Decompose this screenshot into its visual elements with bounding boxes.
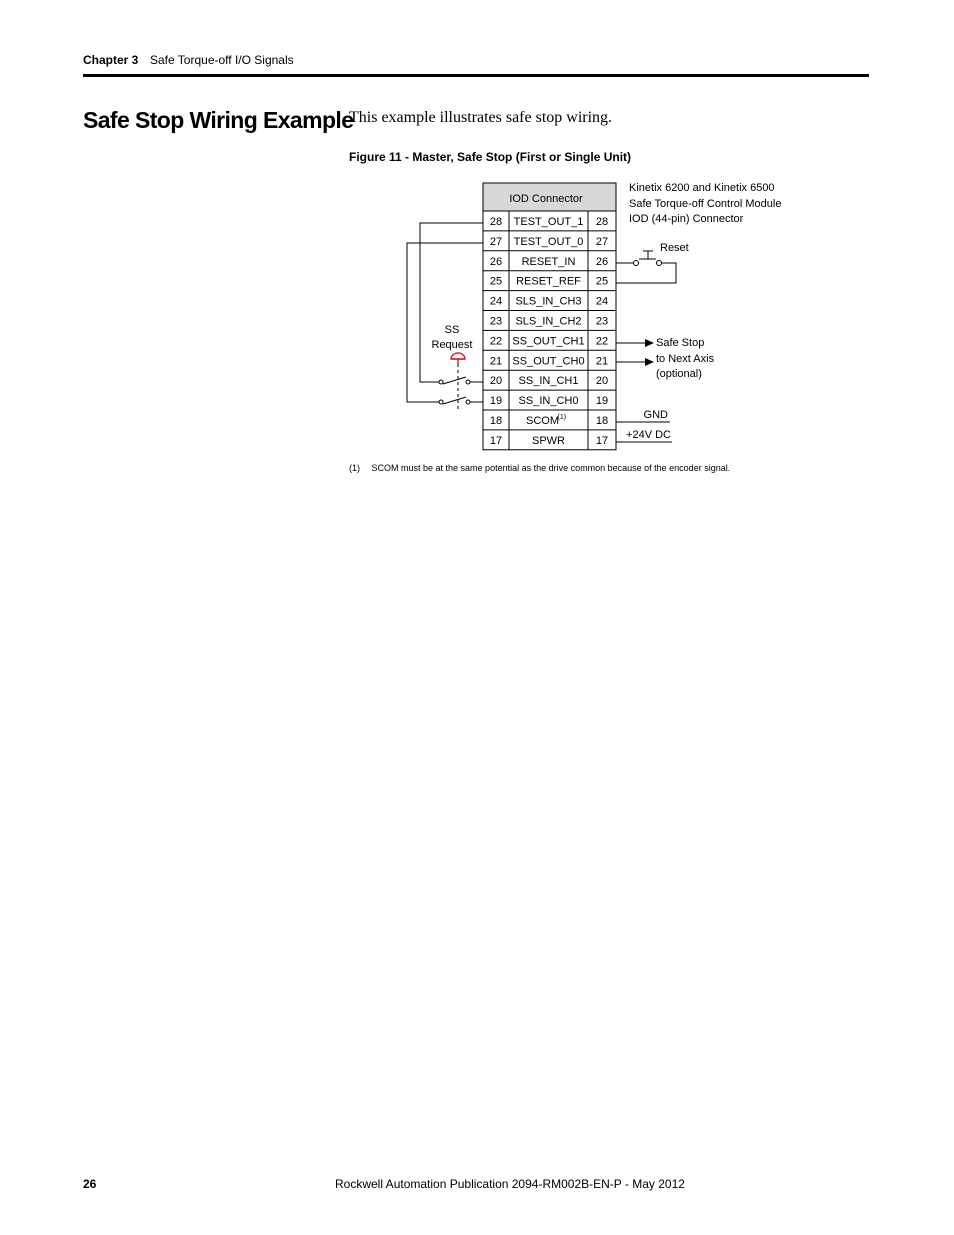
pin-number-right: 24 <box>595 295 609 308</box>
pin-number-right: 20 <box>595 375 609 388</box>
pin-number-right: 21 <box>595 355 609 368</box>
intro-paragraph: This example illustrates safe stop wiring. <box>349 109 613 126</box>
pin-signal-name: RESET_IN <box>521 255 576 268</box>
pin-number-right: 22 <box>595 335 609 348</box>
section-title: Safe Stop Wiring Example <box>83 107 354 133</box>
reset-label: Reset <box>660 242 689 254</box>
pin-signal-name: SLS_IN_CH3 <box>515 295 582 308</box>
footnote-marker: (1) <box>349 463 360 473</box>
ss-request-label-2: Request <box>431 339 473 351</box>
safe-stop-label-1: Safe Stop <box>656 337 705 349</box>
pin-number-right: 23 <box>595 315 609 328</box>
pin-number-left: 27 <box>489 235 503 248</box>
pin-number-left: 19 <box>489 395 503 408</box>
ss-request-label-1: SS <box>444 324 460 336</box>
chapter-section-title: Safe Torque-off I/O Signals <box>150 53 294 67</box>
pin-number-left: 20 <box>489 375 503 388</box>
page-number: 26 <box>83 1177 97 1191</box>
pin-number-right: 19 <box>595 395 609 408</box>
pin-number-right: 17 <box>595 434 609 447</box>
module-label-line-2: Safe Torque-off Control Module <box>629 198 782 210</box>
pin-signal-name: SPWR <box>532 434 565 447</box>
pin-number-left: 25 <box>489 275 503 288</box>
scom-footnote-ref: (1) <box>557 413 567 421</box>
module-label-line-1: Kinetix 6200 and Kinetix 6500 <box>629 182 775 194</box>
ss-request-switch <box>439 364 470 410</box>
pin-number-left: 24 <box>489 295 503 308</box>
gnd-label: GND <box>643 409 668 421</box>
pin-signal-name: SCOM <box>526 414 559 427</box>
pin-signal-name: SS_OUT_CH1 <box>512 335 585 348</box>
pin-number-left: 28 <box>489 215 503 228</box>
safe-stop-output-arrows <box>616 339 654 366</box>
pin-signal-name: SS_OUT_CH0 <box>512 355 585 368</box>
pin-signal-name: TEST_OUT_0 <box>513 235 584 248</box>
pin-signal-name: SS_IN_CH0 <box>518 395 579 408</box>
footnote-text: SCOM must be at the same potential as the drive common because of the encoder signal. <box>371 463 731 473</box>
pin-number-left: 18 <box>489 414 503 427</box>
pin-number-left: 17 <box>489 434 503 447</box>
ss-request-wiring <box>407 223 483 402</box>
pin-number-right: 26 <box>595 255 609 268</box>
pin-number-left: 22 <box>489 335 503 348</box>
pin-number-left: 26 <box>489 255 503 268</box>
ss-request-estop-icon <box>451 353 465 364</box>
publication-footer: Rockwell Automation Publication 2094-RM002B-EN-P - May 2012 <box>335 1177 685 1191</box>
safe-stop-label-2: to Next Axis <box>656 353 715 365</box>
pin-number-right: 27 <box>595 235 609 248</box>
module-label-line-3: IOD (44-pin) Connector <box>629 213 744 225</box>
pin-signal-name: SLS_IN_CH2 <box>515 315 582 328</box>
reset-button <box>616 251 676 283</box>
pin-table <box>483 183 616 450</box>
footnote <box>349 463 730 473</box>
power-label: +24V DC <box>626 429 671 441</box>
connector-title: IOD Connector <box>509 193 583 205</box>
pin-number-right: 18 <box>595 414 609 427</box>
safe-stop-label-3: (optional) <box>656 368 702 380</box>
pin-number-right: 28 <box>595 215 609 228</box>
pin-number-right: 25 <box>595 275 609 288</box>
pin-signal-name: TEST_OUT_1 <box>513 215 584 228</box>
pin-number-left: 21 <box>489 355 503 368</box>
chapter-label: Chapter 3 <box>83 53 139 67</box>
pin-signal-name: SS_IN_CH1 <box>518 375 579 388</box>
pin-signal-name: RESET_REF <box>516 275 581 288</box>
pin-number-left: 23 <box>489 315 503 328</box>
figure-caption: Figure 11 - Master, Safe Stop (First or Single Unit) <box>349 150 632 164</box>
